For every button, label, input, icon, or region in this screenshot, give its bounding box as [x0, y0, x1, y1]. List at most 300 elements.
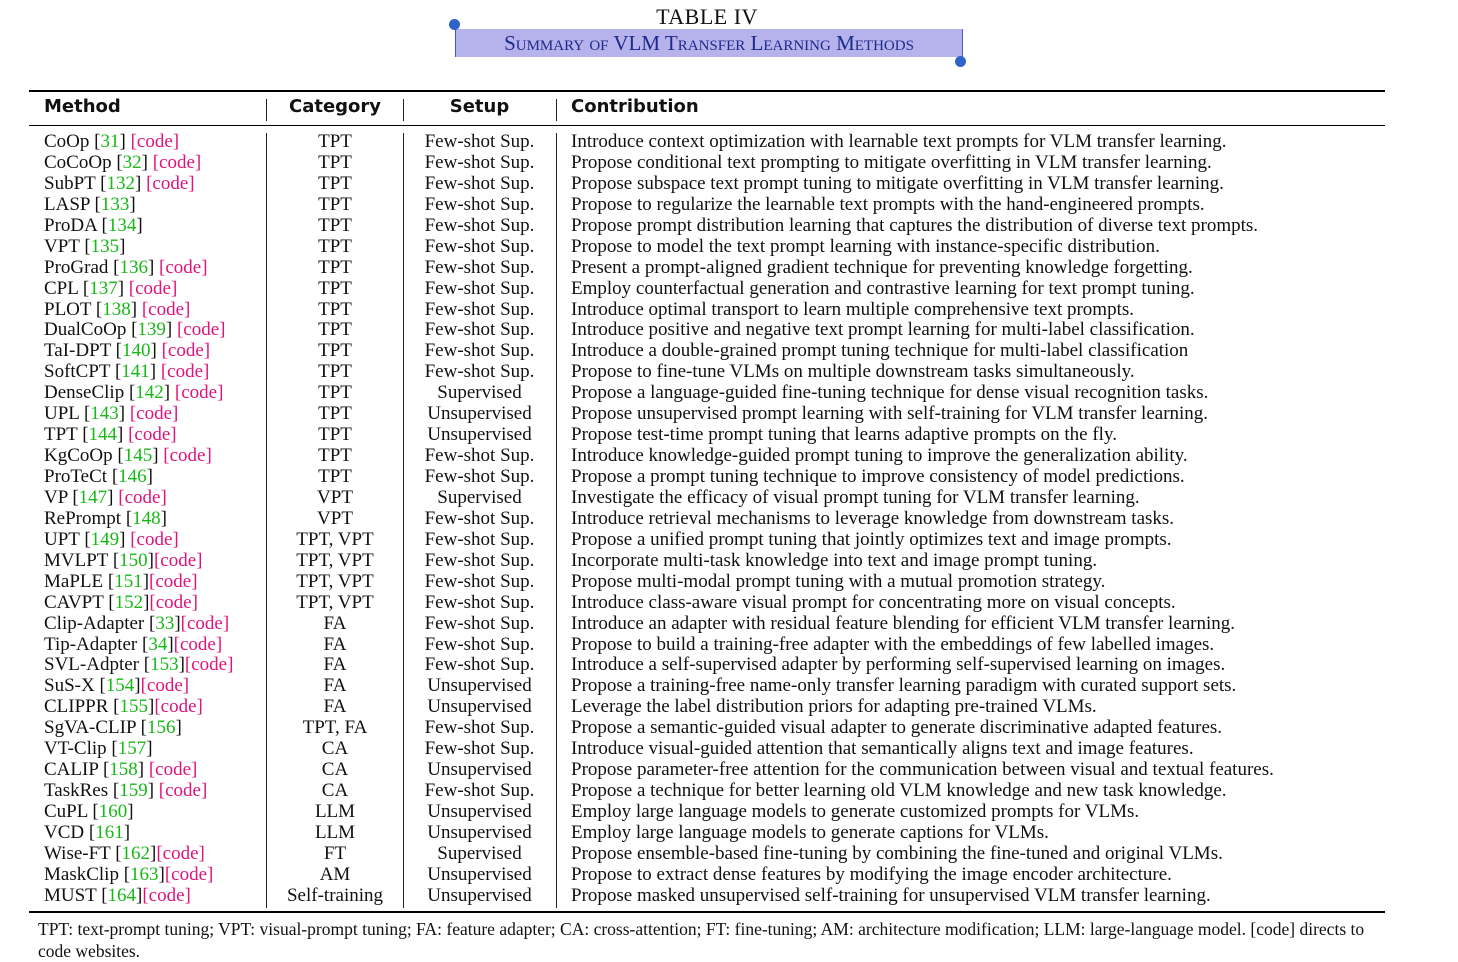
category-cell: CA: [321, 780, 349, 802]
code-link[interactable]: [code]: [163, 445, 212, 467]
category-cell: TPT: [318, 151, 352, 173]
citation-link[interactable]: 31: [100, 131, 120, 152]
table-row: [0, 654, 1414, 675]
category-cell: TPT: [318, 403, 352, 425]
method-name: SVL-Adpter: [44, 654, 139, 676]
category-cell: FA: [323, 675, 347, 697]
setup-cell: Few-shot Sup.: [424, 507, 535, 529]
contribution-cell: Propose a language-guided fine-tuning technique for dense visual recognition tasks.: [571, 382, 1209, 404]
setup-cell: Few-shot Sup.: [424, 256, 535, 278]
citation-link[interactable]: 160: [98, 801, 128, 822]
code-link[interactable]: [code]: [153, 549, 203, 571]
table-row: [0, 592, 1414, 613]
citation-link[interactable]: 153: [150, 654, 179, 676]
method-cell: MUST [164][code]: [44, 884, 191, 906]
contribution-cell: Propose ensemble-based fine-tuning by combining the fine-tuned and original VLMs.: [571, 842, 1223, 864]
category-cell: FA: [323, 654, 347, 676]
table-row: [0, 885, 1414, 906]
method-cell: TPT [144] [code]: [44, 424, 177, 446]
contribution-cell: Propose a prompt tuning technique to improve consistency of model predictions.: [571, 466, 1185, 487]
method-name: LASP: [44, 193, 90, 215]
citation-link[interactable]: 32: [122, 151, 142, 173]
method-name: SubPT: [44, 172, 96, 194]
category-cell: FA: [323, 612, 347, 634]
contribution-cell: Introduce positive and negative text prompt learning for multi-label classification.: [571, 319, 1195, 341]
method-name: CoOp: [44, 131, 90, 152]
method-cell: SoftCPT [141] [code]: [44, 361, 210, 383]
setup-cell: Few-shot Sup.: [424, 214, 535, 236]
code-link[interactable]: [code]: [128, 424, 177, 446]
citation-link[interactable]: 156: [146, 717, 176, 739]
contribution-cell: Leverage the label distribution priors for adapting pre-trained VLMs.: [571, 696, 1097, 718]
header-contribution: Contribution: [571, 96, 699, 117]
category-cell: VPT: [317, 486, 353, 508]
contribution-cell: Propose a training-free name-only transfer learning paradigm with curated support sets.: [571, 675, 1237, 697]
setup-cell: Few-shot Sup.: [424, 277, 535, 299]
method-name: VP: [44, 486, 68, 508]
citation-link[interactable]: 146: [118, 466, 147, 487]
contribution-cell: Employ large language models to generate customized prompts for VLMs.: [571, 801, 1140, 822]
header-divider: [403, 99, 404, 121]
contribution-cell: Propose test-time prompt tuning that learns adaptive prompts on the fly.: [571, 424, 1117, 446]
citation-link[interactable]: 33: [155, 612, 175, 634]
table-row: [0, 843, 1414, 864]
method-name: Tip-Adapter: [44, 633, 138, 655]
setup-cell: Few-shot Sup.: [424, 466, 535, 487]
method-name: DenseClip: [44, 382, 125, 404]
setup-cell: Few-shot Sup.: [424, 738, 535, 760]
citation-link[interactable]: 149: [90, 528, 120, 550]
category-cell: TPT: [318, 277, 352, 299]
header-category: Category: [288, 96, 382, 117]
setup-cell: Few-shot Sup.: [424, 591, 535, 613]
selection-start-handle[interactable]: [449, 19, 460, 30]
table-row: [0, 759, 1414, 780]
contribution-cell: Propose a technique for better learning old VLM knowledge and new task knowledge.: [571, 780, 1227, 802]
code-link[interactable]: [code]: [154, 696, 203, 718]
method-cell: UPT [149] [code]: [44, 528, 179, 550]
citation-link[interactable]: 147: [78, 486, 108, 508]
code-link[interactable]: [code]: [180, 612, 230, 634]
method-name: RePrompt: [44, 507, 122, 529]
bottom-rule: [29, 911, 1385, 913]
method-name: Wise-FT: [44, 842, 111, 864]
method-name: ProDA: [44, 214, 97, 236]
method-cell: CPL [137] [code]: [44, 277, 178, 299]
code-link[interactable]: [code]: [159, 256, 208, 278]
method-cell: MaPLE [151][code]: [44, 570, 198, 592]
code-link[interactable]: [code]: [128, 277, 178, 299]
citation-link[interactable]: 144: [88, 424, 118, 446]
code-link[interactable]: [code]: [141, 298, 191, 320]
table-row: [0, 424, 1414, 445]
contribution-cell: Propose multi-modal prompt tuning with a mutual promotion strategy.: [571, 570, 1106, 592]
method-cell: ProTeCt [146]: [44, 466, 153, 487]
category-cell: CA: [321, 738, 349, 760]
code-link[interactable]: [code]: [149, 570, 198, 592]
code-link[interactable]: [code]: [164, 863, 214, 885]
contribution-cell: Introduce a double-grained prompt tuning technique for multi-label classification: [571, 340, 1189, 362]
setup-cell: Unsupervised: [427, 821, 532, 843]
method-name: UPL: [44, 403, 80, 425]
category-cell: Self-training: [286, 884, 384, 906]
contribution-cell: Employ counterfactual generation and contrastive learning for text prompt tuning.: [571, 277, 1195, 299]
table-row: [0, 173, 1414, 194]
table-row: [0, 822, 1414, 843]
citation-link[interactable]: 136: [119, 256, 148, 278]
category-cell: TPT, VPT: [296, 570, 374, 592]
method-name: MVLPT: [44, 549, 109, 571]
setup-cell: Supervised: [437, 486, 522, 508]
method-cell: CuPL [160]: [44, 801, 134, 822]
method-name: SuS-X: [44, 675, 95, 697]
setup-cell: Unsupervised: [427, 759, 532, 781]
category-cell: LLM: [314, 801, 356, 822]
method-cell: CoOp [31] [code]: [44, 131, 180, 152]
setup-cell: Few-shot Sup.: [424, 612, 535, 634]
code-link[interactable]: [code]: [161, 340, 211, 362]
citation-link[interactable]: 139: [137, 319, 166, 341]
table-row: [0, 696, 1414, 717]
setup-cell: Few-shot Sup.: [424, 717, 535, 739]
contribution-cell: Propose prompt distribution learning that captures the distribution of diverse text prompts.: [571, 214, 1259, 236]
table-row: [0, 382, 1414, 403]
setup-cell: Few-shot Sup.: [424, 235, 535, 257]
table-row: [0, 278, 1414, 299]
code-link[interactable]: [code]: [146, 172, 195, 194]
citation-link[interactable]: 145: [123, 445, 153, 467]
method-name: TaI-DPT: [44, 340, 111, 362]
method-cell: ProDA [134]: [44, 214, 143, 236]
category-cell: FA: [323, 696, 347, 718]
contribution-cell: Propose subspace text prompt tuning to mitigate overfitting in VLM transfer learning.: [571, 172, 1224, 194]
method-cell: RePrompt [148]: [44, 507, 167, 529]
citation-link[interactable]: 155: [119, 696, 148, 718]
table-label: TABLE IV: [656, 4, 758, 29]
table-row: [0, 131, 1414, 152]
method-cell: PLOT [138] [code]: [44, 298, 191, 320]
contribution-cell: Present a prompt-aligned gradient technique for preventing knowledge forgetting.: [571, 256, 1193, 278]
contribution-cell: Propose to model the text prompt learning with instance-specific distribution.: [571, 235, 1160, 257]
header-setup: Setup: [449, 96, 510, 117]
table-row: [0, 257, 1414, 278]
table-row: [0, 634, 1414, 655]
setup-cell: Unsupervised: [427, 884, 532, 906]
contribution-cell: Propose to build a training-free adapter with the embeddings of few labelled images.: [571, 633, 1215, 655]
method-name: SoftCPT: [44, 361, 111, 383]
citation-link[interactable]: 157: [117, 738, 147, 760]
contribution-cell: Introduce optimal transport to learn multiple comprehensive text prompts.: [571, 298, 1134, 320]
contribution-cell: Propose masked unsupervised self-training for unsupervised VLM transfer learning.: [571, 884, 1211, 906]
table-row: [0, 675, 1414, 696]
citation-link[interactable]: 159: [119, 780, 148, 802]
table-row: [0, 571, 1414, 592]
contribution-cell: Propose parameter-free attention for the communication between visual and textual features.: [571, 759, 1274, 781]
method-name: CLIPPR: [44, 696, 109, 718]
setup-cell: Unsupervised: [427, 424, 532, 446]
method-name: ProTeCt: [44, 466, 108, 487]
table-row: [0, 717, 1414, 738]
code-link[interactable]: [code]: [149, 591, 198, 613]
method-cell: VPT [135]: [44, 235, 126, 257]
contribution-cell: Propose to fine-tune VLMs on multiple downstream tasks simultaneously.: [571, 361, 1135, 383]
category-cell: TPT: [318, 382, 352, 404]
table-row: [0, 445, 1414, 466]
method-name: KgCoOp: [44, 445, 113, 467]
code-link[interactable]: [code]: [130, 528, 179, 550]
table-row: [0, 487, 1414, 508]
contribution-cell: Propose a semantic-guided visual adapter to generate discriminative adapted features.: [571, 717, 1223, 739]
setup-cell: Supervised: [437, 842, 522, 864]
code-link[interactable]: [code]: [173, 633, 223, 655]
code-link[interactable]: [code]: [130, 131, 180, 152]
table-caption[interactable]: Summary of VLM Transfer Learning Methods: [504, 31, 914, 55]
method-cell: VCD [161]: [44, 821, 131, 843]
table-row: [0, 613, 1414, 634]
code-link[interactable]: [code]: [129, 403, 179, 425]
method-cell: MaskClip [163][code]: [44, 863, 214, 885]
setup-cell: Few-shot Sup.: [424, 570, 535, 592]
setup-cell: Unsupervised: [427, 863, 532, 885]
citation-link[interactable]: 148: [132, 507, 161, 529]
code-link[interactable]: [code]: [118, 486, 167, 508]
contribution-cell: Propose to regularize the learnable text prompts with the hand-engineered prompts.: [571, 193, 1205, 215]
table-row: [0, 508, 1414, 529]
category-cell: TPT: [318, 256, 352, 278]
category-cell: TPT, VPT: [296, 549, 374, 571]
citation-link[interactable]: 161: [95, 821, 124, 843]
code-link[interactable]: [code]: [176, 319, 226, 341]
method-name: VCD: [44, 821, 85, 843]
table-row: [0, 340, 1414, 361]
setup-cell: Few-shot Sup.: [424, 298, 535, 320]
contribution-cell: Introduce class-aware visual prompt for concentrating more on visual concepts.: [571, 591, 1176, 613]
category-cell: TPT: [318, 424, 352, 446]
selection-end-handle[interactable]: [955, 56, 966, 67]
category-cell: TPT: [318, 235, 352, 257]
category-cell: TPT: [318, 319, 352, 341]
setup-cell: Unsupervised: [427, 675, 532, 697]
contribution-cell: Incorporate multi-task knowledge into text and image prompt tuning.: [571, 549, 1098, 571]
citation-link[interactable]: 142: [135, 382, 164, 404]
method-name: MaPLE: [44, 570, 104, 592]
category-cell: TPT: [318, 298, 352, 320]
setup-cell: Unsupervised: [427, 403, 532, 425]
method-name: SgVA-CLIP: [44, 717, 136, 739]
contribution-cell: Employ large language models to generate captions for VLMs.: [571, 821, 1049, 843]
header-divider: [266, 99, 267, 121]
category-cell: TPT, VPT: [296, 528, 374, 550]
category-cell: TPT: [318, 131, 352, 152]
citation-link[interactable]: 132: [106, 172, 135, 194]
method-cell: Wise-FT [162][code]: [44, 842, 205, 864]
method-cell: UPL [143] [code]: [44, 403, 179, 425]
method-name: Clip-Adapter: [44, 612, 145, 634]
citation-link[interactable]: 154: [105, 675, 135, 697]
table-row: [0, 550, 1414, 571]
header-divider: [556, 99, 557, 121]
code-link[interactable]: [code]: [148, 759, 198, 781]
setup-cell: Few-shot Sup.: [424, 361, 535, 383]
setup-cell: Supervised: [437, 382, 522, 404]
code-link[interactable]: [code]: [184, 654, 234, 676]
category-cell: TPT, VPT: [296, 591, 374, 613]
table-row: [0, 466, 1414, 487]
table-body: [0, 131, 1414, 906]
method-name: UPT: [44, 528, 80, 550]
setup-cell: Few-shot Sup.: [424, 151, 535, 173]
category-cell: AM: [319, 863, 351, 885]
setup-cell: Few-shot Sup.: [424, 445, 535, 467]
setup-cell: Few-shot Sup.: [424, 654, 535, 676]
method-name: DualCoOp: [44, 319, 127, 341]
table-row: [0, 194, 1414, 215]
category-cell: FT: [323, 842, 347, 864]
table-row: [0, 864, 1414, 885]
citation-link[interactable]: 163: [130, 863, 159, 885]
table-row: [0, 361, 1414, 382]
citation-link[interactable]: 135: [90, 235, 120, 257]
setup-cell: Unsupervised: [427, 801, 532, 822]
header-rule: [29, 125, 1385, 126]
method-name: VPT: [44, 235, 80, 257]
contribution-cell: Introduce an adapter with residual feature blending for efficient VLM transfer learning.: [571, 612, 1236, 634]
code-link[interactable]: [code]: [152, 151, 202, 173]
contribution-cell: Propose a unified prompt tuning that jointly optimizes text and image prompts.: [571, 528, 1172, 550]
method-cell: TaI-DPT [140] [code]: [44, 340, 211, 362]
method-cell: Clip-Adapter [33][code]: [44, 612, 230, 634]
contribution-cell: Introduce visual-guided attention that semantically aligns text and image features.: [571, 738, 1194, 760]
setup-cell: Unsupervised: [427, 696, 532, 718]
table-row: [0, 738, 1414, 759]
table-row: [0, 215, 1414, 236]
code-link[interactable]: [code]: [142, 884, 191, 906]
method-name: CALIP: [44, 759, 99, 781]
setup-cell: Few-shot Sup.: [424, 780, 535, 802]
code-link[interactable]: [code]: [156, 842, 205, 864]
method-name: CuPL: [44, 801, 88, 822]
table-row: [0, 319, 1414, 340]
table-row: [0, 236, 1414, 257]
citation-link[interactable]: 158: [109, 759, 138, 781]
header-row: [0, 96, 1414, 122]
citation-link[interactable]: 162: [121, 842, 151, 864]
method-cell: SubPT [132] [code]: [44, 172, 195, 194]
code-link[interactable]: [code]: [174, 382, 224, 404]
table-row: [0, 403, 1414, 424]
table-row: [0, 299, 1414, 320]
citation-link[interactable]: 133: [100, 193, 130, 215]
method-name: PLOT: [44, 298, 92, 320]
method-cell: SuS-X [154][code]: [44, 675, 190, 697]
method-name: CAVPT: [44, 591, 104, 613]
method-cell: CoCoOp [32] [code]: [44, 151, 202, 173]
contribution-cell: Introduce knowledge-guided prompt tuning to improve the generalization ability.: [571, 445, 1188, 467]
method-cell: VT-Clip [157]: [44, 738, 153, 760]
method-cell: CALIP [158] [code]: [44, 759, 198, 781]
contribution-cell: Introduce context optimization with learnable text prompts for VLM transfer learning.: [571, 131, 1227, 152]
contribution-cell: Propose conditional text prompting to mitigate overfitting in VLM transfer learning.: [571, 151, 1212, 173]
setup-cell: Few-shot Sup.: [424, 319, 535, 341]
category-cell: CA: [321, 759, 349, 781]
citation-link[interactable]: 137: [89, 277, 118, 299]
setup-cell: Few-shot Sup.: [424, 340, 535, 362]
category-cell: TPT, FA: [302, 717, 368, 739]
citation-link[interactable]: 138: [102, 298, 131, 320]
contribution-cell: Propose unsupervised prompt learning with self-training for VLM transfer learning.: [571, 403, 1209, 425]
method-cell: CLIPPR [155][code]: [44, 696, 203, 718]
contribution-cell: Introduce a self-supervised adapter by performing self-supervised learning on images.: [571, 654, 1226, 676]
contribution-cell: Propose to extract dense features by modifying the image encoder architecture.: [571, 863, 1172, 885]
code-link[interactable]: [code]: [158, 780, 208, 802]
setup-cell: Few-shot Sup.: [424, 633, 535, 655]
citation-link[interactable]: 164: [107, 884, 137, 906]
category-cell: FA: [323, 633, 347, 655]
method-name: ProGrad: [44, 256, 109, 278]
category-cell: TPT: [318, 172, 352, 194]
setup-cell: Few-shot Sup.: [424, 193, 535, 215]
setup-cell: Few-shot Sup.: [424, 131, 535, 152]
table-footnote: TPT: text-prompt tuning; VPT: visual-prompt tuning; FA: feature adapter; CA: cross-attention; FT: fine-tuning; AM: architecture modification; LLM: large-language model. [code] directs to code websites.: [38, 919, 1365, 961]
category-cell: TPT: [318, 214, 352, 236]
category-cell: LLM: [314, 821, 356, 843]
method-name: TPT: [44, 424, 78, 446]
method-cell: ProGrad [136] [code]: [44, 256, 208, 278]
category-cell: TPT: [318, 340, 352, 362]
category-cell: TPT: [318, 445, 352, 467]
method-cell: TaskRes [159] [code]: [44, 780, 208, 802]
method-name: MUST: [44, 884, 97, 906]
method-cell: DualCoOp [139] [code]: [44, 319, 226, 341]
method-cell: Tip-Adapter [34][code]: [44, 633, 223, 655]
citation-link[interactable]: 134: [107, 214, 137, 236]
citation-link[interactable]: 150: [119, 549, 148, 571]
table-row: [0, 529, 1414, 550]
top-rule: [29, 90, 1385, 92]
method-cell: SVL-Adpter [153][code]: [44, 654, 234, 676]
citation-link[interactable]: 140: [122, 340, 151, 362]
code-link[interactable]: [code]: [140, 675, 190, 697]
citation-link[interactable]: 143: [90, 403, 119, 425]
method-cell: KgCoOp [145] [code]: [44, 445, 212, 467]
method-name: VT-Clip: [44, 738, 107, 760]
method-name: CoCoOp: [44, 151, 112, 173]
setup-cell: Few-shot Sup.: [424, 172, 535, 194]
setup-cell: Few-shot Sup.: [424, 549, 535, 571]
citation-link[interactable]: 152: [114, 591, 144, 613]
code-link[interactable]: [code]: [160, 361, 210, 383]
contribution-cell: Investigate the efficacy of visual prompt tuning for VLM transfer learning.: [571, 486, 1140, 508]
method-cell: VP [147] [code]: [44, 486, 167, 508]
citation-link[interactable]: 151: [114, 570, 143, 592]
category-cell: TPT: [318, 361, 352, 383]
category-cell: VPT: [317, 507, 353, 529]
method-cell: MVLPT [150][code]: [44, 549, 203, 571]
method-cell: DenseClip [142] [code]: [44, 382, 224, 404]
table-row: [0, 152, 1414, 173]
header-method: Method: [44, 96, 121, 117]
category-cell: TPT: [318, 466, 352, 487]
setup-cell: Few-shot Sup.: [424, 528, 535, 550]
method-name: TaskRes: [44, 780, 109, 802]
citation-link[interactable]: 34: [148, 633, 168, 655]
table-row: [0, 780, 1414, 801]
method-cell: CAVPT [152][code]: [44, 591, 198, 613]
category-cell: TPT: [318, 193, 352, 215]
citation-link[interactable]: 141: [121, 361, 150, 383]
caption-selection[interactable]: [455, 29, 963, 57]
table-row: [0, 801, 1414, 822]
